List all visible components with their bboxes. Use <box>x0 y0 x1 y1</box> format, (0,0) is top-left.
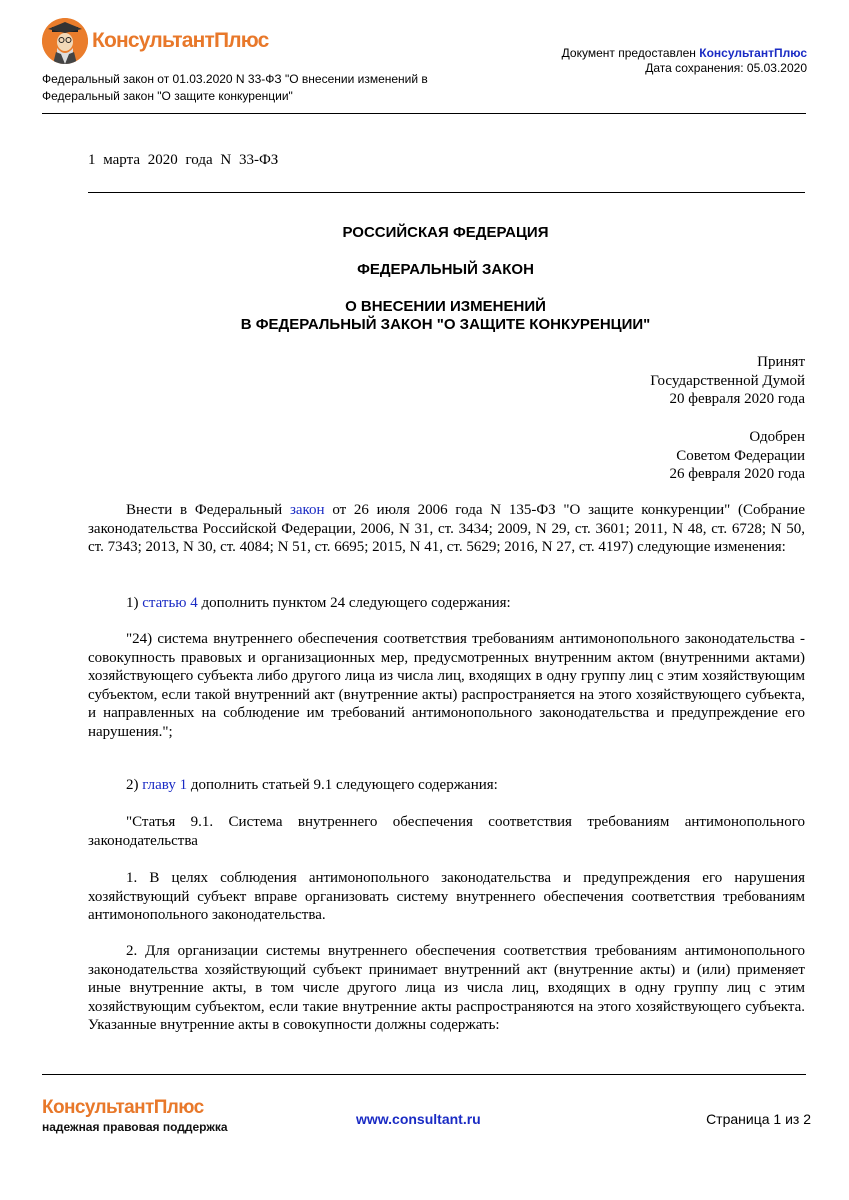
approved-body: Советом Федерации <box>676 447 805 464</box>
footer-site-link[interactable]: www.consultant.ru <box>356 1111 481 1127</box>
adopted-date: 20 февраля 2020 года <box>669 391 805 407</box>
number-divider <box>88 192 805 193</box>
header-doc-title-line1: Федеральный закон от 01.03.2020 N 33-ФЗ "О внесении изменений в <box>42 72 428 86</box>
document-number-line: 1 марта 2020 года N 33-ФЗ <box>88 152 279 168</box>
paragraph-point-2: 2. Для организации системы внутреннего обеспечения соответствия требованиям антимонопольного законодательства хозяйствующий субъект принимает внутренний акт (внутренние акты) и (или) применяет иные внутренние акты, в том числе другого лица из числа лиц, входящих в одну группу лиц с этим хозяйствующим субъектом, если такие внутренние акты распространяются на этого хозяйствующего субъекта. Указанные внутренние акты в совокупности должны содержать: <box>88 943 805 1033</box>
provided-brand-link[interactable]: КонсультантПлюс <box>699 46 807 60</box>
title-law-name <box>42 298 849 334</box>
adopted-label: Принят <box>757 354 805 370</box>
header-provided-info <box>562 46 807 76</box>
provided-prefix: Документ предоставлен <box>561 46 700 60</box>
header-divider <box>42 113 806 114</box>
logo-text: КонсультантПлюс <box>92 29 269 52</box>
title-law-name-line1: О ВНЕСЕНИИ ИЗМЕНЕНИЙ <box>345 298 546 315</box>
approved-label: Одобрен <box>749 429 805 445</box>
paragraph-point-1: 1. В целях соблюдения антимонопольного законодательства и предупреждения его нарушения хозяйствующий субъект вправе организовать систему внутреннего обеспечения соответствия требованиям антимонопольного законодательства. <box>88 870 805 923</box>
save-date: Дата сохранения: 05.03.2020 <box>645 61 807 75</box>
adopted-body: Государственной Думой <box>650 372 805 389</box>
header-doc-title-line2: Федеральный закон "О защите конкуренции" <box>42 89 293 103</box>
article-4-link[interactable]: статью 4 <box>142 595 198 611</box>
approved-block <box>669 428 805 484</box>
paragraph-item-1: 1) статью 4 дополнить пунктом 24 следующего содержания: <box>126 595 511 611</box>
law-link[interactable]: закон <box>289 502 325 518</box>
footer-tagline: надежная правовая поддержка <box>42 1120 228 1134</box>
paragraph-item-2: 2) главу 1 дополнить статьей 9.1 следующего содержания: <box>126 777 498 793</box>
chapter-1-link[interactable]: главу 1 <box>142 777 188 793</box>
paragraph-item-24: "24) система внутреннего обеспечения соответствия требованиям антимонопольного законодательства - совокупность правовых и организационных мер, предусмотренных внутренним актом (внутренними актами) хозяйствующего субъекта либо другого лица из числа лиц, входящих в одну группу лиц с этим хозяйствующим субъектом, если такой внутренний акт (внутренние акты) распространяется на этого хозяйствующего субъекта, и направленных на соблюдение им требований антимонопольного законодательства и предупреждение его нарушения."; <box>88 631 805 740</box>
adopted-block <box>650 353 805 409</box>
paragraph-article-9-1: "Статья 9.1. Система внутреннего обеспечения соответствия требованиям антимонопольного законодательства <box>88 814 805 849</box>
consultant-logo <box>42 18 269 64</box>
footer-logo-text: КонсультантПлюс <box>42 1097 204 1118</box>
page-indicator: Страница 1 из 2 <box>706 1111 811 1127</box>
title-country: РОССИЙСКАЯ ФЕДЕРАЦИЯ <box>342 224 549 241</box>
approved-date: 26 февраля 2020 года <box>669 466 805 482</box>
title-law-name-line2: В ФЕДЕРАЛЬНЫЙ ЗАКОН "О ЗАЩИТЕ КОНКУРЕНЦИИ" <box>240 316 651 333</box>
footer-divider <box>42 1074 806 1075</box>
professor-logo-icon <box>42 18 88 64</box>
title-law-type: ФЕДЕРАЛЬНЫЙ ЗАКОН <box>357 261 534 278</box>
paragraph-intro: Внести в Федеральный закон от 26 июля 2006 года N 135-ФЗ "О защите конкуренции" (Собрание законодательства Российской Федерации, 2006, N 31, ст. 3434; 2009, N 29, ст. 3601; 2011, N 48, ст. 6728; N 50, ст. 7343; 2013, N 30, ст. 4084; N 51, ст. 6695; 2015, N 41, ст. 5629; 2016, N 27, ст. 4197) следующие изменения: <box>88 502 805 555</box>
header-doc-title <box>42 71 482 105</box>
